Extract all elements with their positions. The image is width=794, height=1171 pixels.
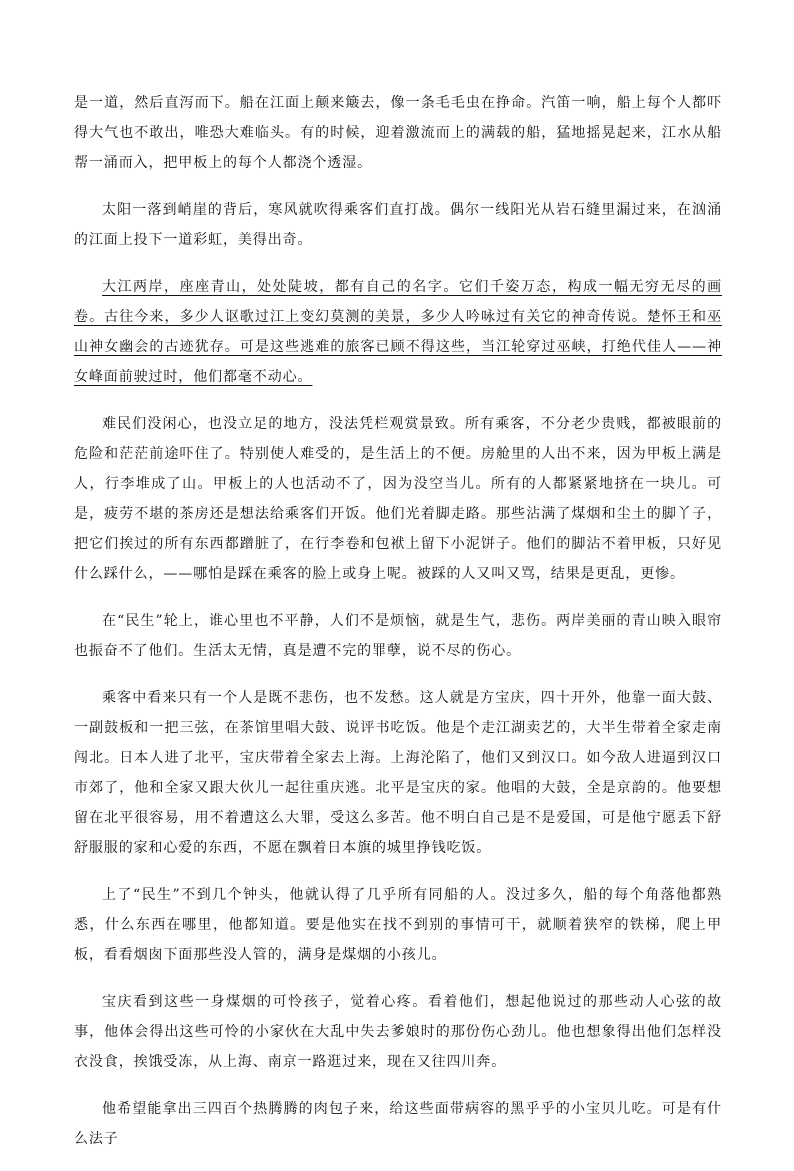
- paragraph-4: 难民们没闲心，也没立足的地方，没法凭栏观赏景致。所有乘客，不分老少贵贱，都被眼前的危险和茫茫前途吓住了。特别使人难受的，是生活上的不便。房舱里的人出不来，因为甲板上满是人，行李堆成了山。甲板上的人也活动不了，因为没空当儿。所有的人都紧紧地挤在一块儿。可是，疲劳不堪的茶房还是想法给乘客们开饭。他们光着脚走路。那些沾满了煤烟和尘土的脚丫子，把它们挨过的所有东西都蹭脏了，在行李卷和包袱上留下小泥饼子。他们的脚沾不着甲板，只好见什么踩什么，——哪怕是踩在乘客的脸上或身上呢。被踩的人又叫又骂，结果是更乱，更惨。: [74, 416, 722, 582]
- paragraph-6: 乘客中看来只有一个人是既不悲伤，也不发愁。这人就是方宝庆，四十开外，他靠一面大鼓、一副鼓板和一把三弦，在茶馆里唱大鼓、说评书吃饭。他是个走江湖卖艺的，大半生带着全家走南闯北。日本人进了北平，宝庆带着全家去上海。上海沦陷了，他们又到汉口。如今敌人进逼到汉口市郊了，他和全家又跟大伙儿一起往重庆逃。北平是宝庆的家。他唱的大鼓，全是京韵的。他要想留在北平很容易，用不着遭这么大罪，受这么多苦。他不明白自己是不是爱国，可是他宁愿丢下舒舒服服的家和心爱的东西，不愿在飘着日本旗的城里挣钱吃饭。: [74, 690, 722, 856]
- underlined-passage: 大江两岸，座座青山，处处陡坡，都有自己的名字。它们千姿万态，构成一幅无穷无尽的画卷。古往今来，多少人讴歌过江上变幻莫测的美景，多少人吟咏过有关它的神奇传说。楚怀王和巫山神女幽会的古迹犹存。可是这些逃难的旅客已顾不得这些，当江轮穿过巫峡，打绝代佳人——神女峰面前驶过时，他们都毫不动心。: [74, 279, 722, 385]
- paragraph-3: [74, 272, 722, 392]
- paragraph-5: 在“民生”轮上，谁心里也不平静，人们不是烦恼，就是生气，悲伤。两岸美丽的青山映入眼帘也振奋不了他们。生活太无情，真是遭不完的罪孽，说不尽的伤心。: [74, 613, 722, 659]
- paragraph-1: 是一道，然后直泻而下。船在江面上颠来簸去，像一条毛毛虫在挣命。汽笛一响，船上每个人都吓得大气也不敢出，唯恐大难临头。有的时候，迎着激流而上的满载的船，猛地摇晃起来，江水从船帮一涌而入，把甲板上的每个人都浇个透湿。: [74, 95, 722, 171]
- paragraph-9: 他希望能拿出三四百个热腾腾的肉包子来，给这些面带病容的黑乎乎的小宝贝儿吃。可是有什么法子: [74, 1101, 722, 1147]
- paragraph-7: 上了“民生”不到几个钟头，他就认得了几乎所有同船的人。没过多久，船的每个角落他都熟悉，什么东西在哪里，他都知道。要是他实在找不到别的事情可干，就顺着狭窄的铁梯，爬上甲板，看看烟囱下面那些没人管的，满身是煤烟的小孩儿。: [74, 887, 722, 963]
- document-page: [74, 88, 722, 1171]
- paragraph-2: 太阳一落到峭崖的背后，寒风就吹得乘客们直打战。偶尔一线阳光从岩石缝里漏过来，在汹涌的江面上投下一道彩虹，美得出奇。: [74, 202, 722, 248]
- paragraph-8: 宝庆看到这些一身煤烟的可怜孩子，觉着心疼。看着他们，想起他说过的那些动人心弦的故事，他体会得出这些可怜的小家伙在大乱中失去爹娘时的那份伤心劲儿。他也想象得出他们怎样没衣没食，挨饿受冻，从上海、南京一路逛过来，现在又往四川奔。: [74, 994, 722, 1070]
